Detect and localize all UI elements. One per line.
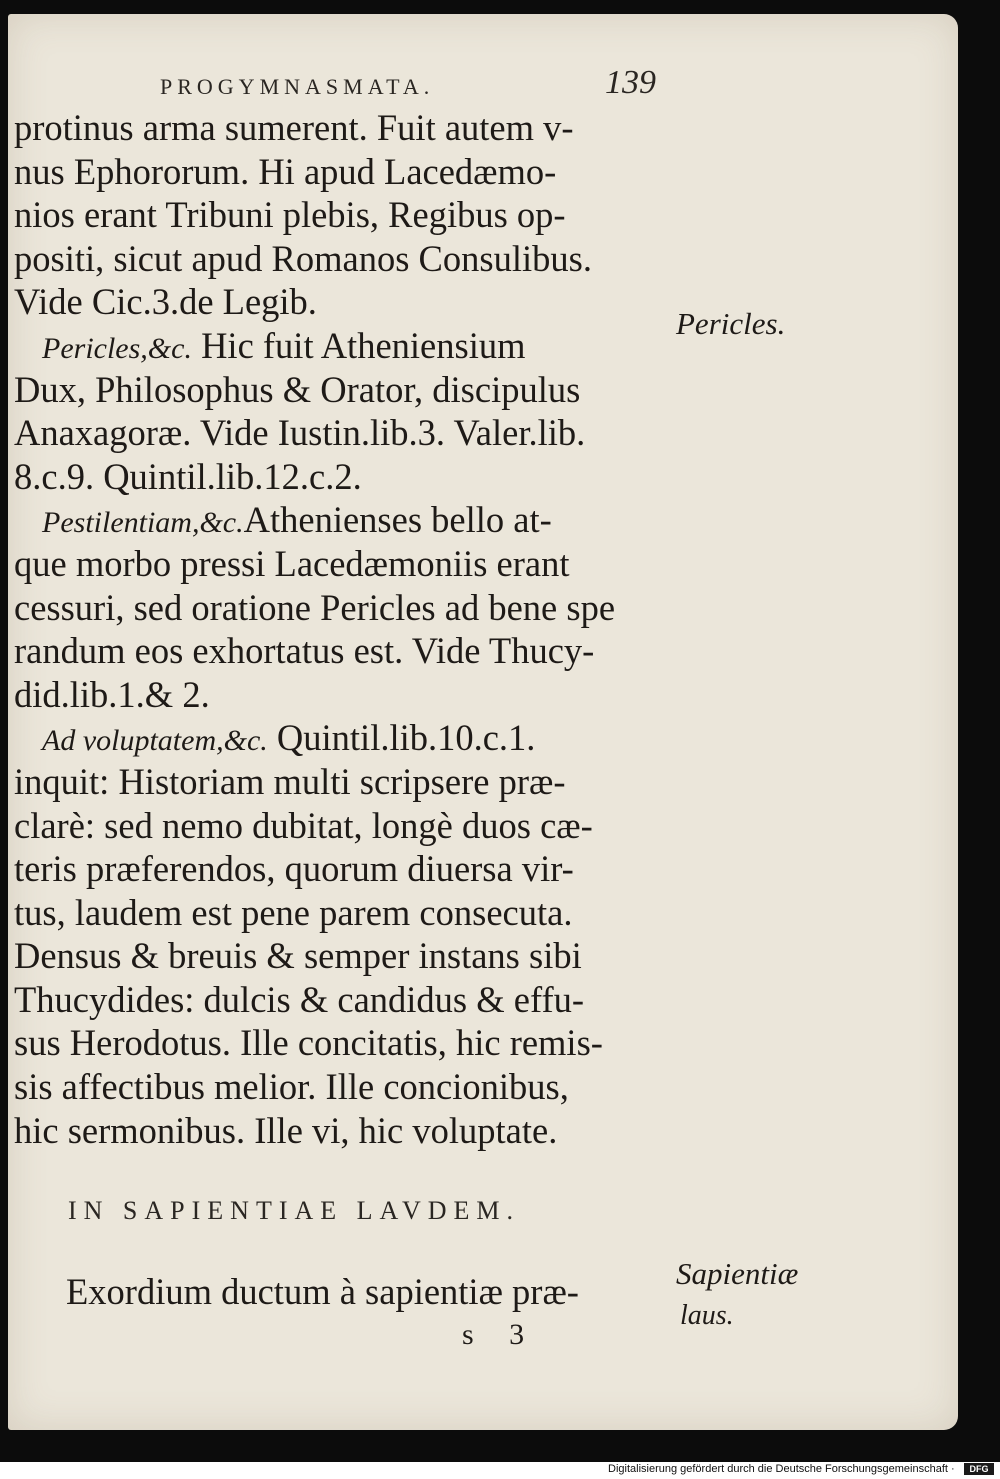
lemma-italic: Pericles,&c. [42,331,192,365]
line-text: randum eos exhortatus est. Vide Thucy- [14,630,595,672]
page-number: 139 [605,64,656,101]
body-text-line [14,455,674,499]
line-text: inquit: Historiam multi scripsere præ- [14,760,566,802]
body-text-line [14,411,674,455]
body-text-line: Exordium ductum à sapientiæ præ- [66,1271,579,1312]
body-text-line [14,237,674,281]
body-text-line [14,324,674,368]
main-text-block [14,106,674,1152]
body-text-line [14,804,674,848]
line-text: Quintil.lib.10.c.1. [267,717,536,759]
line-text: Thucydides: dulcis & candidus & effu- [14,978,585,1020]
line-text: 8.c.9. Quintil.lib.12.c.2. [14,455,362,497]
body-text-line [14,498,674,542]
body-text-line [14,934,674,978]
line-text: Dux, Philosophus & Orator, discipulus [14,368,581,410]
line-text: Vide Cic.3.de Legib. [14,281,317,323]
body-text-line [14,193,674,237]
line-text: Athenienses bello at- [243,499,552,541]
body-text-line [14,673,674,717]
body-text-line [14,280,674,324]
line-text: clarè: sed nemo dubitat, longè duos cæ- [14,804,593,846]
running-header: PROGYMNASMATA. [160,74,435,99]
dfg-logo: DFG [964,1463,994,1475]
body-text-line [14,978,674,1022]
line-text: did.lib.1.& 2. [14,673,210,715]
line-text: que morbo pressi Lacedæmoniis erant [14,542,570,584]
line-text: positi, sicut apud Romanos Consulibus. [14,237,592,279]
signature-mark: s 3 [462,1318,539,1351]
body-text-line [14,1021,674,1065]
lemma-italic: Ad voluptatem,&c. [42,724,268,758]
body-text-line [14,847,674,891]
line-text: sis affectibus melior. Ille concionibus, [14,1066,569,1108]
body-text-line [14,760,674,804]
line-text: nus Ephororum. Hi apud Lacedæmo- [14,150,557,192]
line-text: Anaxagoræ. Vide Iustin.lib.3. Valer.lib. [14,412,586,454]
margin-note-pericles: Pericles. [676,306,786,341]
body-text-line [14,716,674,760]
line-text: hic sermonibus. Ille vi, hic voluptate. [14,1109,558,1151]
footer-credit: Digitalisierung gefördert durch die Deutsche Forschungsgemeinschaft · [608,1463,955,1475]
section-heading: IN SAPIENTIAE LAVDEM. [68,1196,521,1225]
margin-note-sapientiae: Sapientiæ [676,1256,799,1291]
body-text-line [14,891,674,935]
body-text-line [14,542,674,586]
body-text-line [14,586,674,630]
line-text: teris præferendos, quorum diuersa vir- [14,848,574,890]
line-text: tus, laudem est pene parem consecuta. [14,891,573,933]
body-text-line [14,368,674,412]
line-text: protinus arma sumerent. Fuit autem v- [14,107,574,148]
body-text-line [14,106,674,150]
line-text: cessuri, sed oratione Pericles ad bene spe [14,586,616,628]
body-text-line [14,1065,674,1109]
line-text: Densus & breuis & semper instans sibi [14,935,582,977]
body-text-line [14,629,674,673]
lemma-italic: Pestilentiam,&c. [42,506,244,540]
line-text: Hic fuit Atheniensium [191,324,526,366]
margin-note-laus: laus. [680,1300,734,1331]
body-text-line [14,150,674,194]
body-text-line [14,1109,674,1153]
line-text: sus Herodotus. Ille concitatis, hic remis- [14,1022,603,1064]
line-text: nios erant Tribuni plebis, Regibus op- [14,194,566,236]
